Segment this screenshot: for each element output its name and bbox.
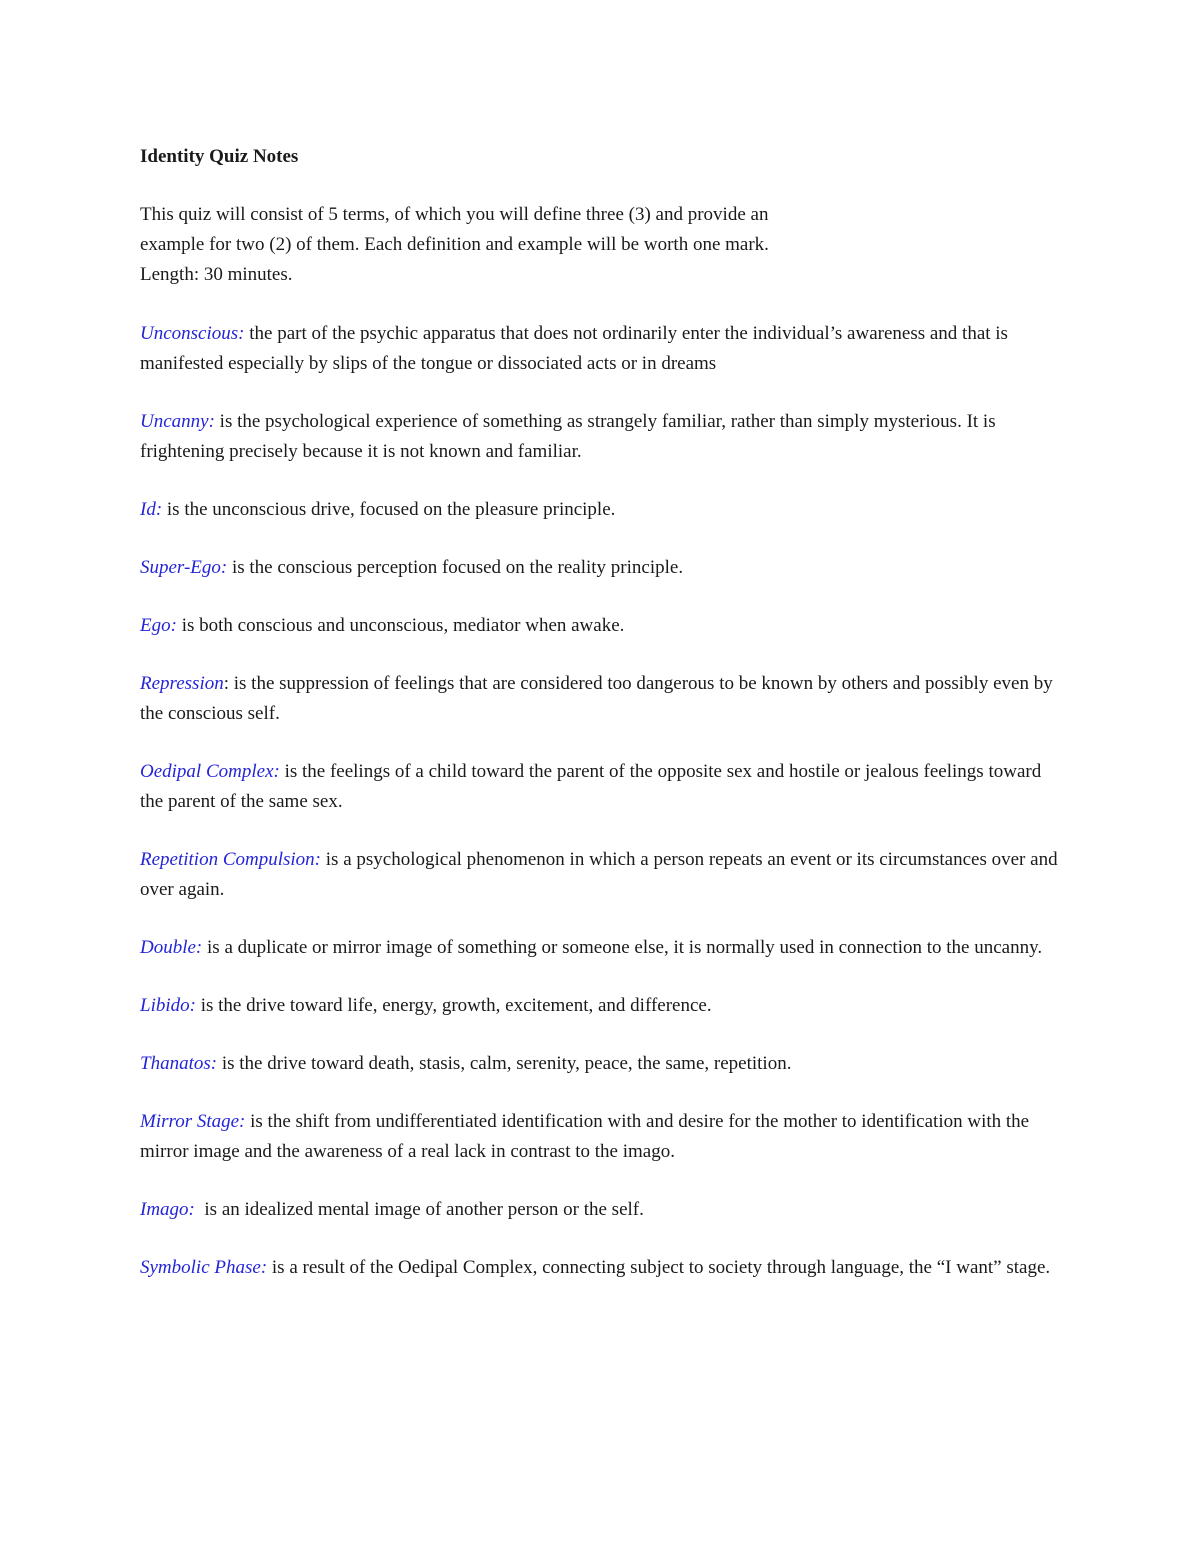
intro-line-2: example for two (2) of them. Each definition and example will be worth one mark.: [140, 234, 769, 255]
term-entry-repression: [140, 669, 1060, 729]
term-label: Double:: [140, 937, 203, 958]
term-entry-repetition-compulsion: [140, 845, 1060, 905]
document-page: [140, 142, 1060, 1311]
term-definition: is the psychological experience of something as strangely familiar, rather than simply mysterious. It is frightening precisely because it is not known and familiar.: [140, 411, 996, 462]
document-title: Identity Quiz Notes: [140, 146, 299, 167]
term-label: Super-Ego:: [140, 557, 228, 578]
term-entry-thanatos: [140, 1049, 1060, 1079]
term-definition: is the drive toward life, energy, growth, excitement, and difference.: [195, 995, 712, 1016]
term-entry-ego: [140, 611, 1060, 641]
term-entry-imago: [140, 1195, 1060, 1225]
term-label: Oedipal Complex:: [140, 761, 280, 782]
term-definition: is a psychological phenomenon in which a person repeats an event or its circumstances over and over again.: [140, 849, 1058, 900]
term-label: Uncanny:: [140, 411, 215, 432]
term-label: Id:: [140, 499, 163, 520]
term-definition: is the shift from undifferentiated identification with and desire for the mother to identification with the mirror image and the awareness of a real lack in contrast to the imago.: [140, 1111, 1030, 1162]
term-label: Repetition Compulsion:: [140, 849, 322, 870]
term-entry-symbolic-phase: [140, 1253, 1060, 1283]
term-label: Thanatos:: [140, 1053, 218, 1074]
term-label: Symbolic Phase:: [140, 1257, 268, 1278]
term-label: Ego:: [140, 615, 177, 636]
term-label: Repression: [140, 673, 224, 694]
term-entry-unconscious: [140, 319, 1060, 379]
term-entry-id: [140, 495, 1060, 525]
term-definition: is a duplicate or mirror image of something or someone else, it is normally used in connection to the uncanny.: [202, 937, 1043, 958]
intro-line-1: This quiz will consist of 5 terms, of which you will define three (3) and provide an: [140, 204, 769, 225]
term-definition: is the unconscious drive, focused on the pleasure principle.: [162, 499, 616, 520]
term-entry-libido: [140, 991, 1060, 1021]
term-entry-super-ego: [140, 553, 1060, 583]
term-definition: is an idealized mental image of another person or the self.: [194, 1199, 644, 1220]
term-definition: is a result of the Oedipal Complex, connecting subject to society through language, the “I want” stage.: [267, 1257, 1051, 1278]
term-label: Imago:: [140, 1199, 195, 1220]
intro-paragraph: [140, 200, 1060, 290]
term-definition: is the feelings of a child toward the parent of the opposite sex and hostile or jealous feelings toward the parent of the same sex.: [140, 761, 1042, 812]
term-entry-oedipal-complex: [140, 757, 1060, 817]
term-entry-uncanny: [140, 407, 1060, 467]
term-label: Unconscious:: [140, 323, 245, 344]
term-definition: is the conscious perception focused on the reality principle.: [227, 557, 684, 578]
term-entry-double: [140, 933, 1060, 963]
term-definition: is the drive toward death, stasis, calm, serenity, peace, the same, repetition.: [217, 1053, 792, 1074]
term-label: Mirror Stage:: [140, 1111, 246, 1132]
term-entry-mirror-stage: [140, 1107, 1060, 1167]
term-definition: is both conscious and unconscious, mediator when awake.: [176, 615, 625, 636]
term-definition: the part of the psychic apparatus that does not ordinarily enter the individual’s awareness and that is manifested especially by slips of the tongue or dissociated acts or in dreams: [140, 323, 1008, 374]
term-definition: : is the suppression of feelings that are considered too dangerous to be known by others and possibly even by the conscious self.: [140, 673, 1053, 724]
term-label: Libido:: [140, 995, 196, 1016]
intro-line-3: Length: 30 minutes.: [140, 264, 293, 285]
